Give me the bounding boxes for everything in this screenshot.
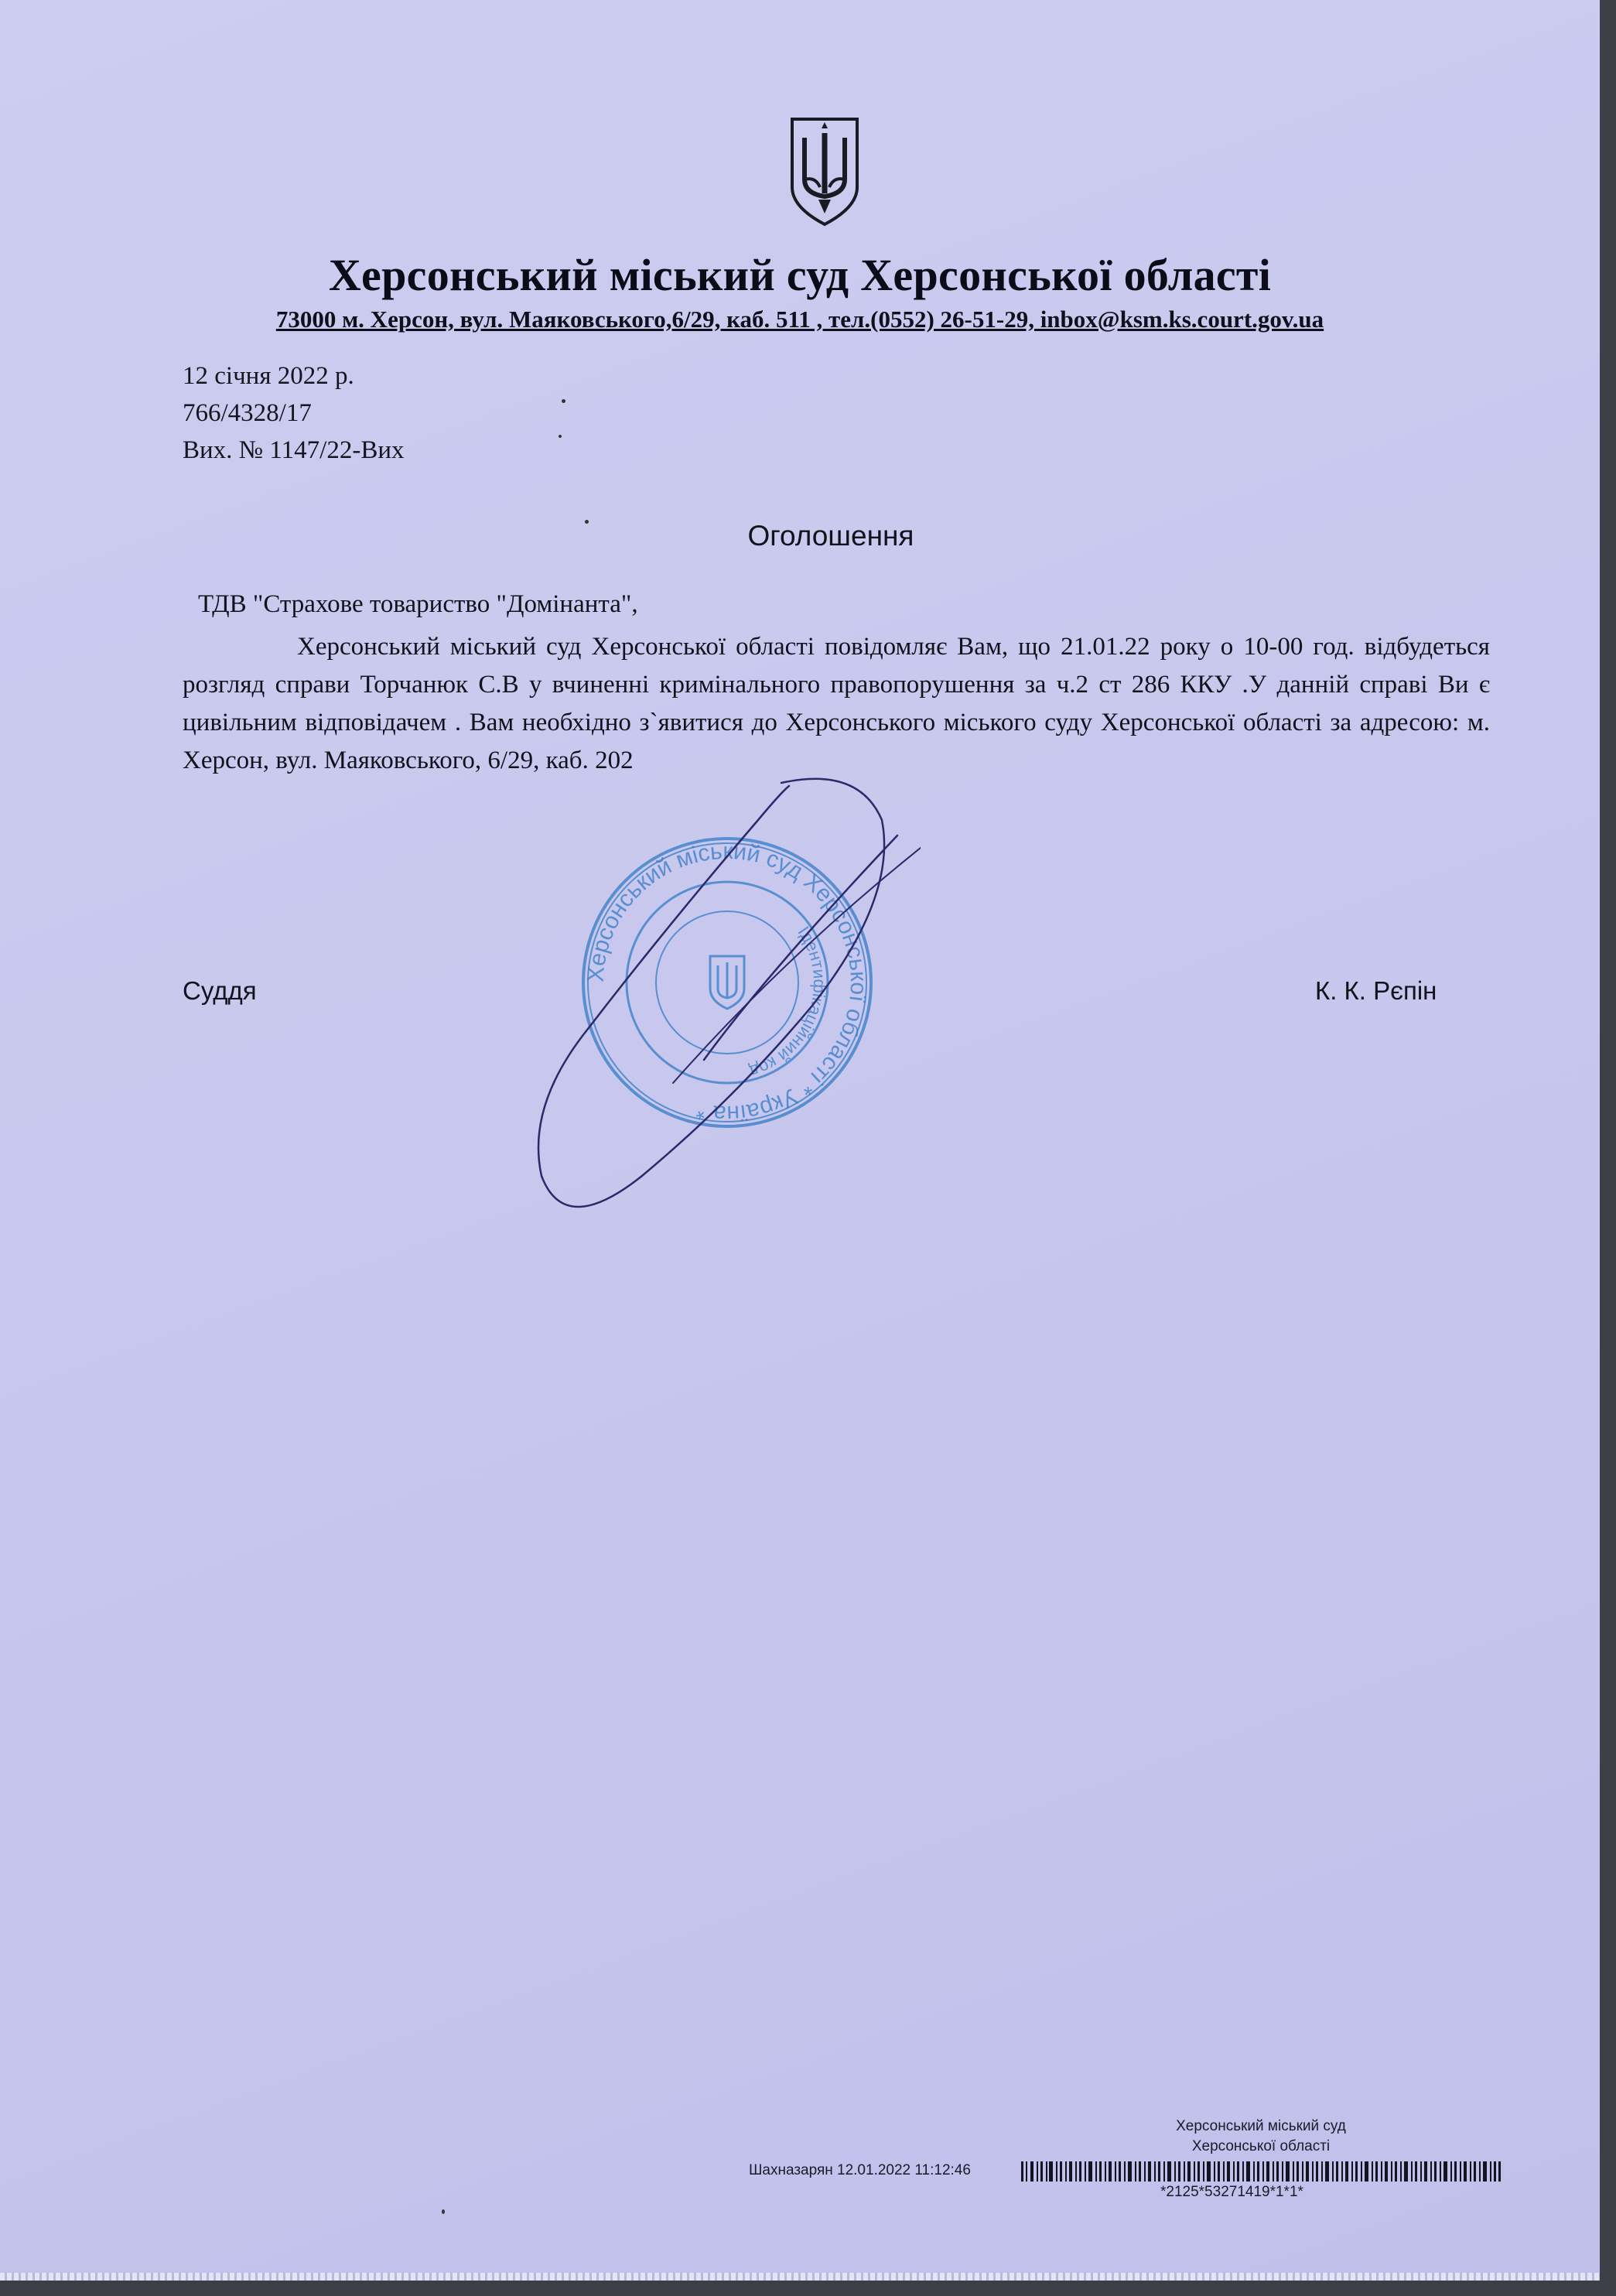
court-stamp-with-signature bbox=[534, 774, 921, 1253]
barcode-number: *2125*53271419*1*1* bbox=[1160, 2184, 1303, 2200]
court-address-line: 73000 м. Херсон, вул. Маяковського,6/29, каб. 511 , тел.(0552) 26-51-29, inbox@ksm.ks.court.gov.ua bbox=[275, 306, 1324, 333]
dust-speck bbox=[562, 399, 565, 403]
stamp-outer-text: Херсонський міський суд Херсонської області * Україна * bbox=[583, 838, 872, 1127]
stamp-inner-text: Ідентифікаційний код bbox=[747, 922, 830, 1081]
dust-speck bbox=[585, 520, 589, 524]
signatory-role: Суддя bbox=[183, 976, 257, 1005]
registration-court-line2: Херсонської області bbox=[1191, 2138, 1331, 2154]
notice-body: Херсонський міський суд Херсонської області повідомляє Вам, що 21.01.22 року о 10-00 год. відбудеться розгляд справи Торчанюк С.В у вчиненні кримінального правопорушення за ч.2 ст 286 ККУ .У данній справі Ви є цивільним відповідачем . Вам необхідно з`явитися до Херсонського міського суду Херсонської області за адресою: м. Херсон, вул. Маяковського, 6/29, каб. 202 bbox=[183, 633, 1490, 774]
outgoing-number: Вих. № 1147/22-Вих bbox=[183, 436, 405, 464]
document-heading: Оголошення bbox=[747, 520, 914, 552]
dust-speck bbox=[559, 435, 562, 438]
trident-emblem-icon bbox=[788, 116, 862, 228]
dust-speck bbox=[442, 2209, 445, 2214]
registration-clerk-timestamp: Шахназарян 12.01.2022 11:12:46 bbox=[749, 2162, 971, 2178]
addressee-line: ТДВ "Страхове товариство "Домінанта", bbox=[198, 590, 638, 618]
registration-court-line1: Херсонський міський суд bbox=[1176, 2118, 1346, 2134]
page-bottom-edge bbox=[0, 2273, 1600, 2281]
registration-barcode bbox=[1021, 2161, 1501, 2182]
document-date: 12 січня 2022 р. bbox=[183, 362, 354, 390]
case-number: 766/4328/17 bbox=[183, 399, 312, 427]
signatory-name: К. К. Рєпін bbox=[1315, 976, 1437, 1005]
court-name-title: Херсонський міський суд Херсонської області bbox=[328, 250, 1272, 300]
